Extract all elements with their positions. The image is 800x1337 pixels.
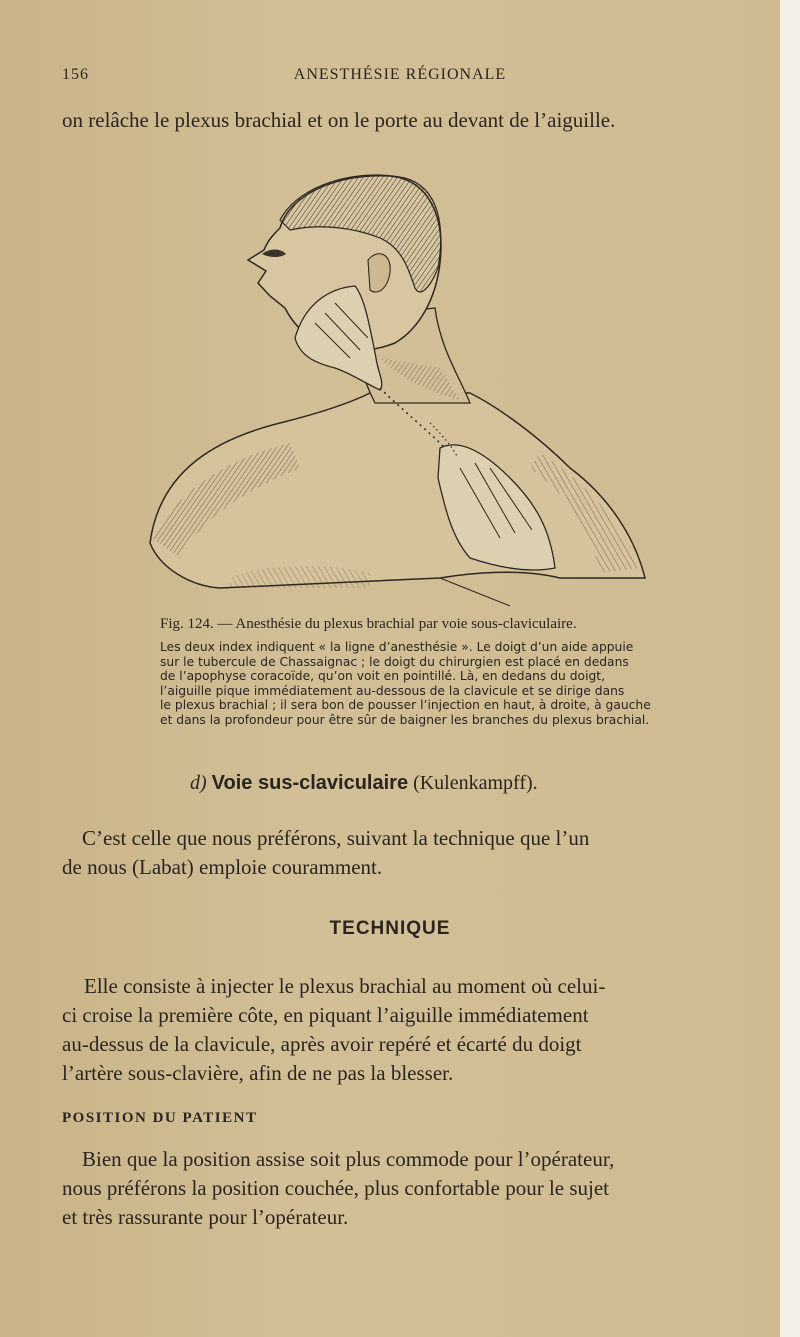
caption-line: sur le tubercule de Chassaignac ; le doigt du chirurgien est placé en dedans bbox=[160, 654, 629, 669]
caption-line: Les deux index indiquent « la ligne d’anesthésie ». Le doigt d’un aide appuie bbox=[160, 640, 634, 654]
caption-line: et dans la profondeur pour être sûr de baigner les branches du plexus brachial. bbox=[160, 712, 650, 727]
paragraph-line: de nous (Labat) emploie couramment. bbox=[62, 855, 383, 879]
page-header bbox=[62, 66, 738, 90]
section-title: Voie sus-claviculaire bbox=[211, 772, 409, 794]
paragraph-line: et très rassurante pour l’opérateur. bbox=[62, 1205, 349, 1229]
anatomical-illustration bbox=[140, 168, 650, 608]
page-edge bbox=[780, 0, 800, 1337]
caption-line: de l’apophyse coracoïde, qu’on voit en pointillé. Là, en dedans du doigt, bbox=[160, 669, 606, 683]
paragraph-line: nous préférons la position couchée, plus confortable pour le sujet bbox=[62, 1176, 610, 1200]
figure-caption-title: Fig. 124. — Anesthésie du plexus brachial par voie sous-claviculaire. bbox=[160, 616, 577, 632]
paragraph-line: Bien que la position assise soit plus commode pour l’opérateur, bbox=[82, 1147, 615, 1171]
paragraph-line: C’est celle que nous préférons, suivant la technique que l’un bbox=[82, 826, 590, 850]
section-author: (Kulenkampff). bbox=[413, 772, 538, 794]
technique-heading: TECHNIQUE bbox=[329, 918, 451, 939]
caption-line: le plexus brachial ; il sera bon de pousser l’injection en haut, à droite, à gauche bbox=[160, 698, 651, 712]
position-heading: POSITION DU PATIENT bbox=[62, 1110, 258, 1126]
running-title: ANESTHÉSIE RÉGIONALE bbox=[293, 66, 507, 83]
caption-line: l’aiguille pique immédiatement au-dessous de la clavicule et se dirige dans bbox=[160, 683, 625, 698]
paragraph-line: l’artère sous-clavière, afin de ne pas la blesser. bbox=[62, 1061, 454, 1085]
section-letter: d) bbox=[190, 772, 207, 794]
intro-line: on relâche le plexus brachial et on le porte au devant de l’aiguille. bbox=[62, 108, 616, 132]
section-heading bbox=[190, 772, 750, 795]
page-number: 156 bbox=[62, 66, 89, 83]
paragraph-line: au-dessus de la clavicule, après avoir repéré et écarté du doigt bbox=[62, 1032, 582, 1056]
paragraph-line: Elle consiste à injecter le plexus brachial au moment où celui- bbox=[84, 974, 606, 998]
figure-caption-body bbox=[160, 640, 655, 727]
paragraph-line: ci croise la première côte, en piquant l’aiguille immédiatement bbox=[62, 1003, 589, 1027]
